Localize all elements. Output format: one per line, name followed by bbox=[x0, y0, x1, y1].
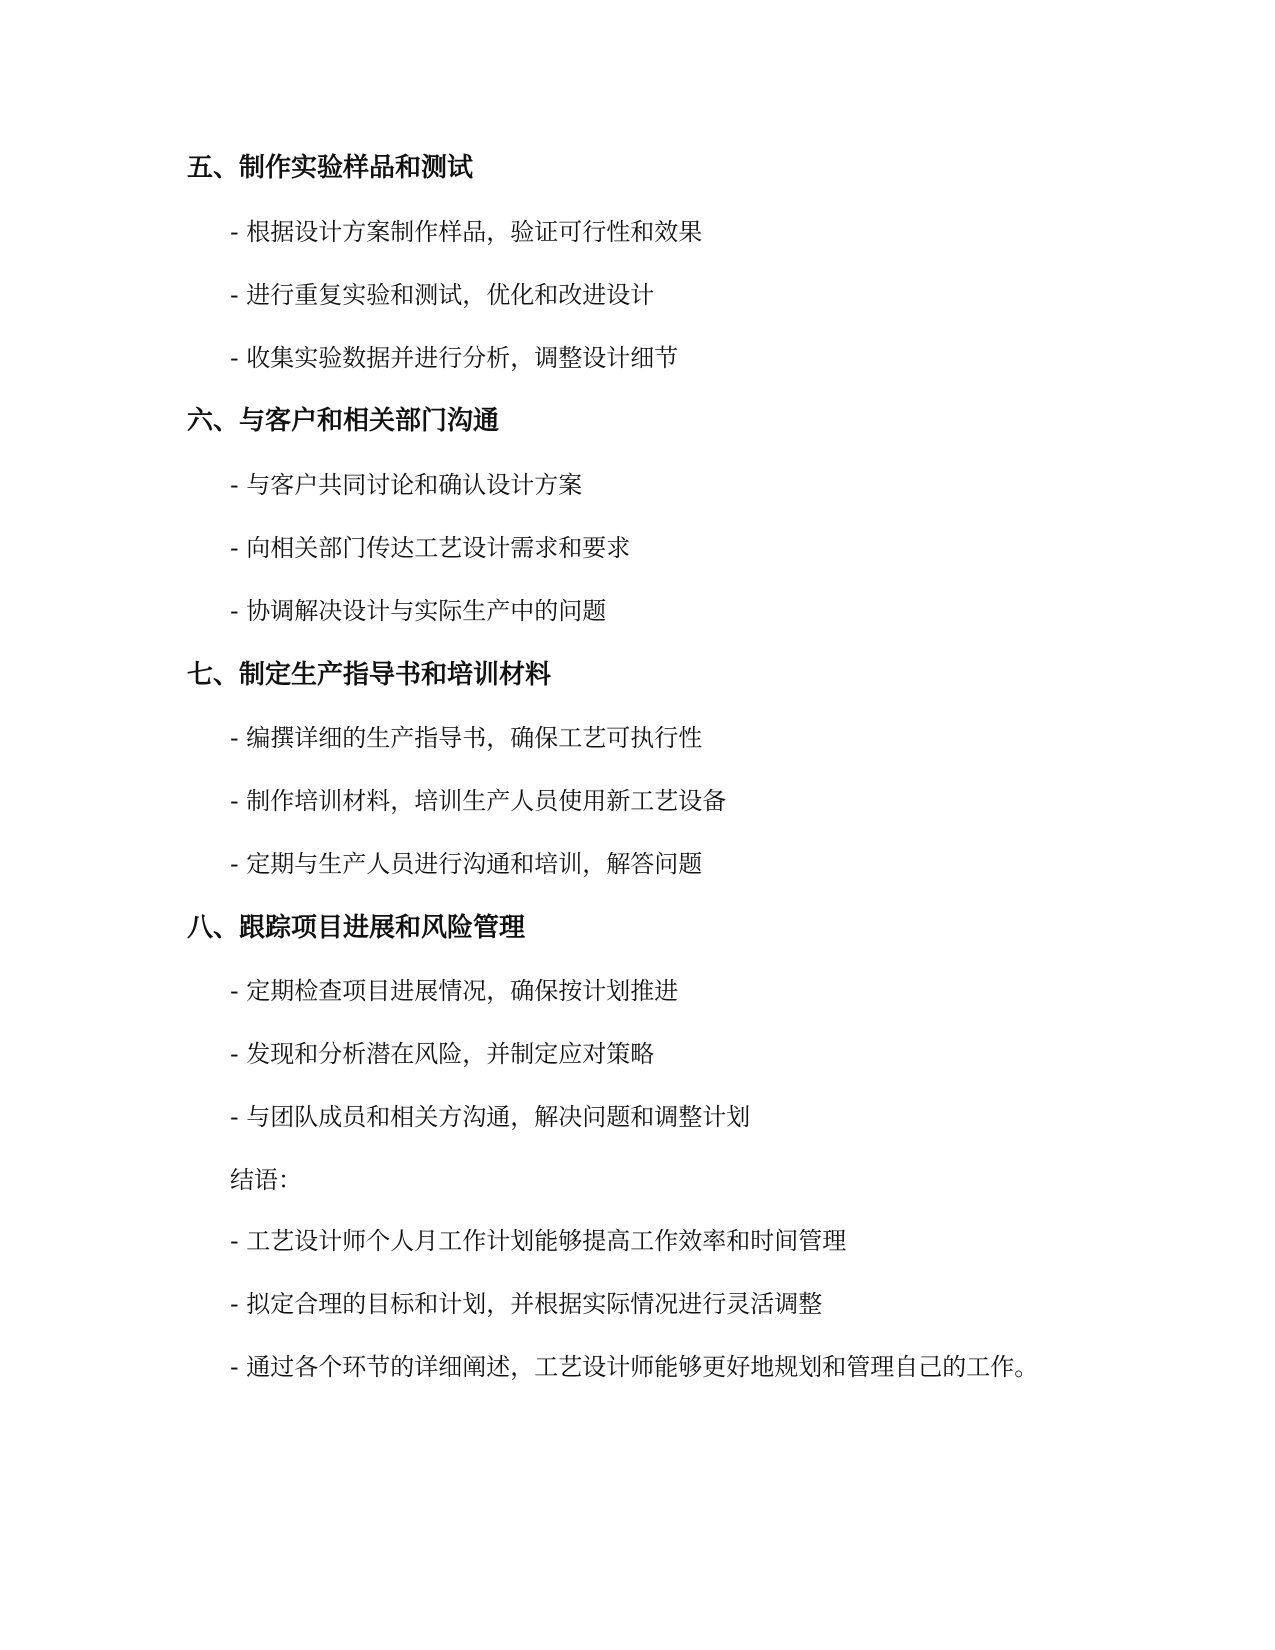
list-item: - 工艺设计师个人月工作计划能够提高工作效率和时间管理 bbox=[230, 1227, 847, 1255]
section-heading-8: 八、跟踪项目进展和风险管理 bbox=[187, 913, 526, 943]
list-item: - 拟定合理的目标和计划，并根据实际情况进行灵活调整 bbox=[230, 1290, 823, 1318]
section-heading-7: 七、制定生产指导书和培训材料 bbox=[187, 660, 552, 690]
list-item: - 向相关部门传达工艺设计需求和要求 bbox=[230, 534, 631, 562]
list-item: - 协调解决设计与实际生产中的问题 bbox=[230, 597, 607, 625]
list-item: - 发现和分析潜在风险，并制定应对策略 bbox=[230, 1040, 655, 1068]
section-heading-5: 五、制作实验样品和测试 bbox=[187, 153, 474, 183]
list-item: - 根据设计方案制作样品，验证可行性和效果 bbox=[230, 218, 703, 246]
list-item: - 与团队成员和相关方沟通，解决问题和调整计划 bbox=[230, 1103, 751, 1131]
list-item: - 定期与生产人员进行沟通和培训，解答问题 bbox=[230, 850, 703, 878]
list-item: - 编撰详细的生产指导书，确保工艺可执行性 bbox=[230, 724, 703, 752]
section-heading-6: 六、与客户和相关部门沟通 bbox=[187, 406, 500, 436]
list-item: - 定期检查项目进展情况，确保按计划推进 bbox=[230, 977, 679, 1005]
list-item: - 制作培训材料，培训生产人员使用新工艺设备 bbox=[230, 787, 727, 815]
conclusion-label: 结语： bbox=[230, 1166, 302, 1194]
list-item: - 进行重复实验和测试，优化和改进设计 bbox=[230, 281, 655, 309]
list-item: - 与客户共同讨论和确认设计方案 bbox=[230, 471, 583, 499]
list-item: - 通过各个环节的详细阐述，工艺设计师能够更好地规划和管理自己的工作。 bbox=[230, 1353, 1039, 1381]
list-item: - 收集实验数据并进行分析，调整设计细节 bbox=[230, 344, 679, 372]
